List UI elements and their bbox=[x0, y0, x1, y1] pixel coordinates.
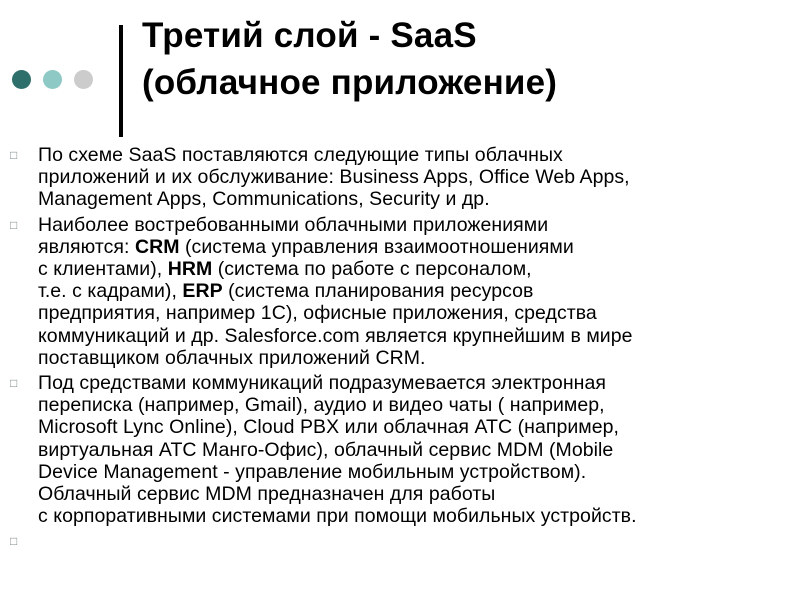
text-fragment: являются: bbox=[38, 235, 135, 258]
text-line bbox=[38, 258, 633, 280]
decorative-dots bbox=[12, 70, 93, 89]
square-bullet-icon: □ bbox=[10, 217, 18, 232]
hrm-term: HRM bbox=[167, 258, 213, 281]
text-fragment: (система по работе с персоналом, bbox=[212, 258, 532, 281]
text-line: предприятия, например 1С), офисные приложения, средства bbox=[38, 302, 597, 325]
text-fragment: (система планирования ресурсов bbox=[222, 280, 534, 303]
text-line: Наиболее востребованными облачными приложениями bbox=[38, 213, 549, 236]
text-line: Облачный сервис MDM предназначен для работы bbox=[38, 483, 496, 506]
text-line bbox=[38, 280, 633, 302]
title-line-2: (облачное приложение) bbox=[142, 63, 558, 102]
title-line-1: Третий слой - SaaS bbox=[142, 16, 477, 55]
dot-dark bbox=[12, 70, 31, 89]
text-line: виртуальная АТС Манго-Офис), облачный сервис MDM (Mobile bbox=[38, 438, 614, 461]
square-bullet-icon: □ bbox=[10, 376, 18, 391]
text-line: коммуникаций и др. Salesforce.com является крупнейшим в мире bbox=[38, 324, 633, 347]
slide-title bbox=[142, 12, 557, 106]
text-line bbox=[38, 236, 633, 258]
dot-light-teal bbox=[43, 70, 62, 89]
text-line: приложений и их обслуживание: Business Apps, Office Web Apps, bbox=[38, 166, 630, 189]
dot-gray bbox=[74, 70, 93, 89]
text-line: Под средствами коммуникаций подразумевается электронная bbox=[38, 372, 606, 395]
crm-term: CRM bbox=[134, 235, 180, 258]
text-line: Management Apps, Communications, Security и др. bbox=[38, 188, 490, 211]
title-divider-line bbox=[119, 25, 123, 137]
bullet-list bbox=[10, 144, 790, 552]
text-line: с корпоративными системами при помощи мобильных устройств. bbox=[38, 505, 637, 528]
text-fragment: т.е. с кадрами), bbox=[38, 280, 183, 303]
bullet-text-2 bbox=[38, 214, 633, 369]
square-bullet-icon: □ bbox=[10, 534, 18, 549]
square-bullet-icon: □ bbox=[10, 148, 18, 162]
bullet-item-empty bbox=[10, 530, 790, 552]
text-line: По схеме SaaS поставляются следующие типы облачных bbox=[38, 144, 563, 166]
text-fragment: (система управления взаимоотношениями bbox=[179, 235, 574, 258]
bullet-text-3 bbox=[38, 372, 637, 527]
text-line: переписка (например, Gmail), аудио и видео чаты ( например, bbox=[38, 394, 605, 417]
erp-term: ERP bbox=[182, 280, 223, 303]
bullet-text-1 bbox=[38, 144, 630, 211]
text-fragment: с клиентами), bbox=[38, 258, 168, 281]
bullet-item-1 bbox=[10, 144, 790, 211]
text-line: Microsoft Lync Online), Cloud PBX или облачная АТС (например, bbox=[38, 416, 620, 439]
bullet-item-2 bbox=[10, 214, 790, 369]
bullet-item-3 bbox=[10, 372, 790, 527]
text-line: поставщиком облачных приложений CRM. bbox=[38, 346, 426, 369]
text-line: Device Management - управление мобильным устройством). bbox=[38, 460, 587, 483]
